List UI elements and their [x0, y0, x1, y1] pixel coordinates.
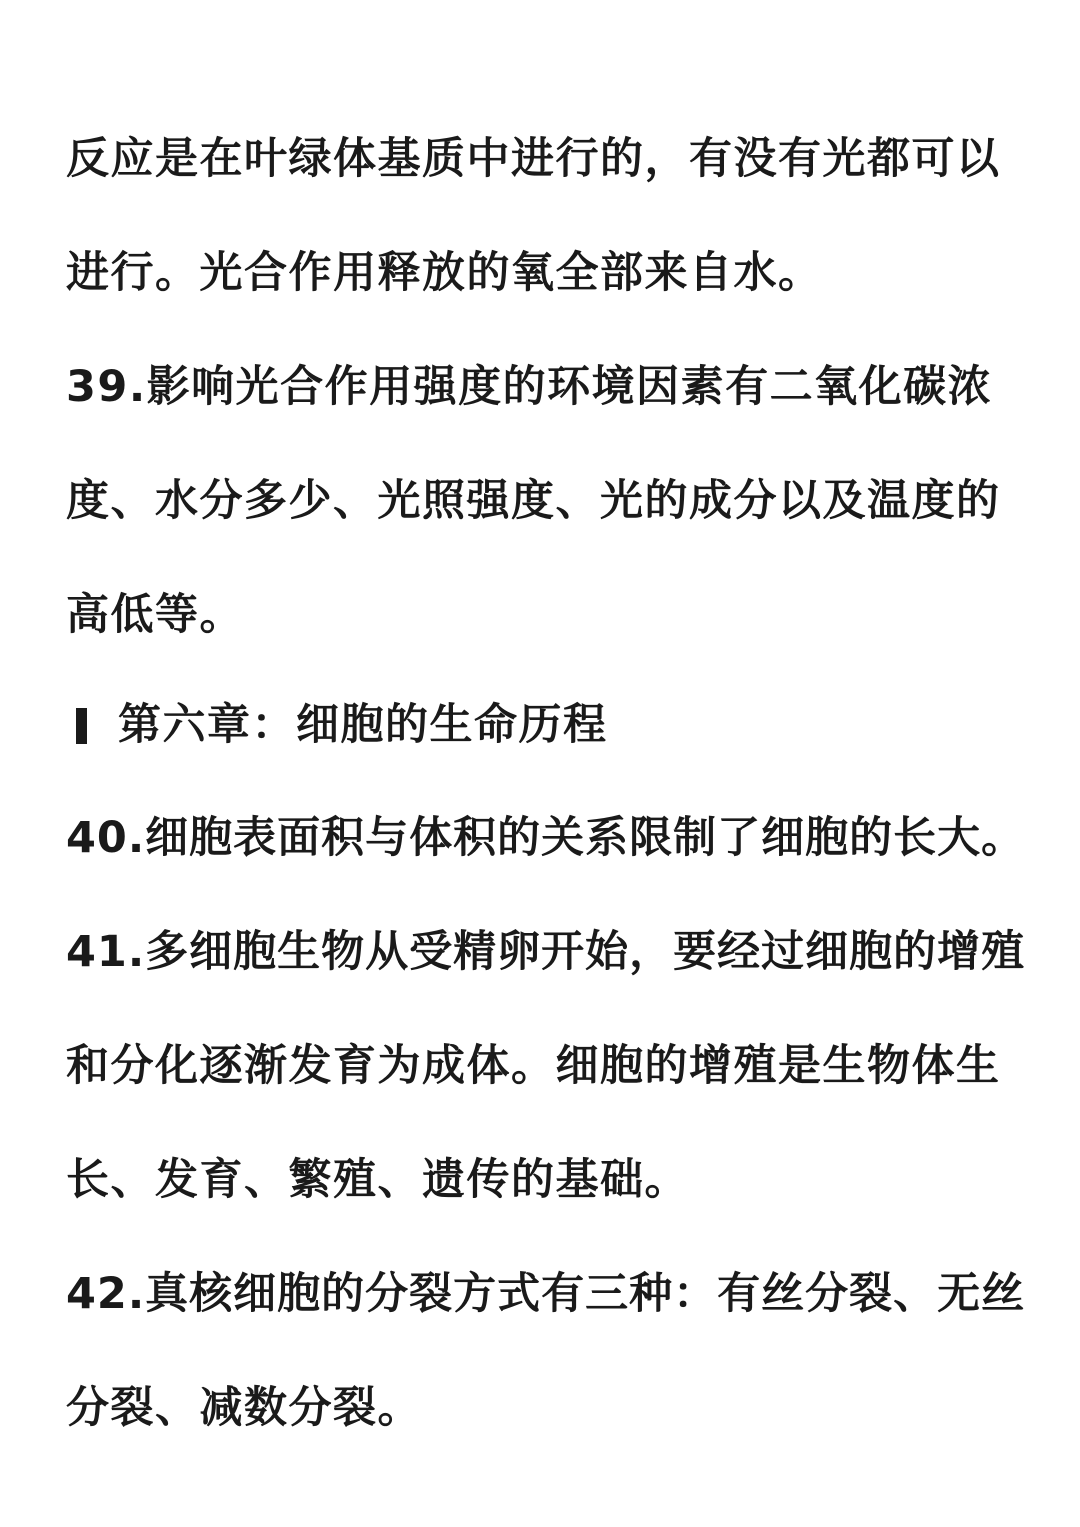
text-line: 反应是在叶绿体基质中进行的，有没有光都可以 — [66, 134, 1001, 184]
text-line: 40.细胞表面积与体积的关系限制了细胞的长大。 — [66, 813, 1026, 863]
heading-bar-marker — [76, 708, 87, 744]
text-line: 高低等。 — [66, 590, 244, 640]
text-line: 长、发育、繁殖、遗传的基础。 — [66, 1155, 689, 1205]
text-line: 度、水分多少、光照强度、光的成分以及温度的 — [66, 476, 1001, 526]
section-heading-text: 第六章：细胞的生命历程 — [118, 700, 608, 750]
text-line: 39.影响光合作用强度的环境因素有二氧化碳浓 — [66, 362, 993, 412]
section-heading — [66, 690, 1026, 760]
text-line: 和分化逐渐发育为成体。细胞的增殖是生物体生 — [66, 1041, 1001, 1091]
text-line: 进行。光合作用释放的氧全部来自水。 — [66, 248, 823, 298]
text-line: 分裂、减数分裂。 — [66, 1383, 422, 1433]
text-line: 42.真核细胞的分裂方式有三种：有丝分裂、无丝 — [66, 1269, 1026, 1319]
text-line: 41.多细胞生物从受精卵开始，要经过细胞的增殖 — [66, 927, 1026, 977]
